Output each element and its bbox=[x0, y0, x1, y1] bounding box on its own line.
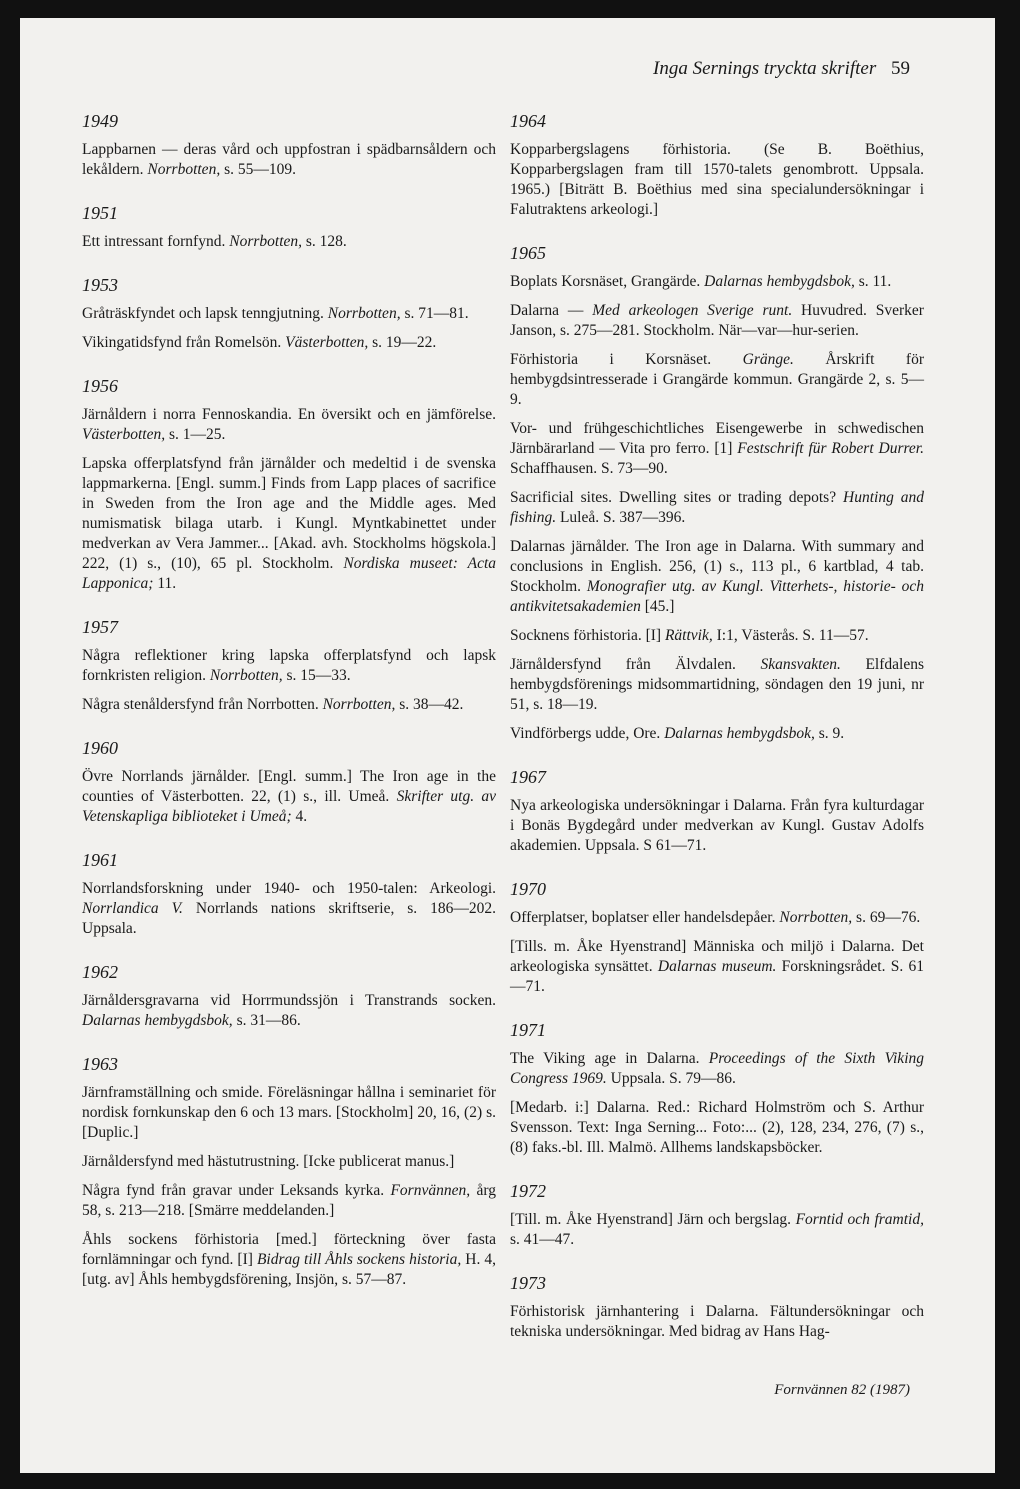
bibliography-entry: [Medarb. i:] Dalarna. Red.: Richard Holmström och S. Arthur Svensson. Text: Inga Serning... Foto:... (2), 128, 234, 276, (7) s., (8) faks.-bl. Ill. Malmö. Allhems landskapsböcker. bbox=[510, 1099, 924, 1156]
bibliography-entry: Vikingatidsfynd från Romelsön. Västerbotten, s. 19—22. bbox=[82, 334, 437, 351]
year-section bbox=[82, 1053, 496, 1290]
year-section bbox=[82, 274, 496, 353]
footer-citation: Fornvännen 82 (1987) bbox=[774, 1382, 910, 1398]
year-section bbox=[82, 961, 496, 1031]
bibliography-entry: Lappbarnen — deras vård och uppfostran i spädbarnsåldern och lekåldern. Norrbotten, s. 55—109. bbox=[82, 141, 496, 178]
year-heading: 1957 bbox=[82, 617, 118, 637]
year-heading: 1970 bbox=[510, 879, 546, 899]
year-heading: 1967 bbox=[510, 767, 546, 787]
bibliography-entry: Några stenåldersfynd från Norrbotten. Norrbotten, s. 38—42. bbox=[82, 696, 464, 713]
year-section bbox=[510, 766, 924, 856]
bibliography-entry: Boplats Korsnäset, Grangärde. Dalarnas hembygdsbok, s. 11. bbox=[510, 273, 892, 290]
year-heading: 1961 bbox=[82, 850, 118, 870]
bibliography-entry: Socknens förhistoria. [I] Rättvik, I:1, Västerås. S. 11—57. bbox=[510, 627, 869, 644]
bibliography-entry: [Tills. m. Åke Hyenstrand] Människa och miljö i Dalarna. Det arkeologiska synsättet. Dalarnas museum. Forskningsrådet. S. 61—71. bbox=[510, 938, 924, 995]
bibliography-entry: Några reflektioner kring lapska offerplatsfynd och lapsk fornkristen religion. Norrbotten, s. 15—33. bbox=[82, 647, 496, 684]
bibliography-entry: Förhistoria i Korsnäset. Gränge. Årskrift för hembygdsintresserade i Grangärde kommun. Grangärde 2, s. 5—9. bbox=[510, 351, 924, 408]
year-heading: 1971 bbox=[510, 1020, 546, 1040]
year-heading: 1963 bbox=[82, 1054, 118, 1074]
year-heading: 1973 bbox=[510, 1273, 546, 1293]
bibliography-entry: Järnåldersfynd från Älvdalen. Skansvakten. Elfdalens hembygdsförenings midsommartidning, söndagen den 19 juni, nr 51, s. 18—19. bbox=[510, 656, 924, 713]
year-heading: 1949 bbox=[82, 111, 118, 131]
bibliography-entry: Gråträskfyndet och lapsk tenngjutning. Norrbotten, s. 71—81. bbox=[82, 305, 469, 322]
year-heading: 1972 bbox=[510, 1181, 546, 1201]
year-heading: 1964 bbox=[510, 111, 546, 131]
year-section bbox=[510, 1272, 924, 1342]
page-number: 59 bbox=[891, 58, 910, 79]
year-heading: 1951 bbox=[82, 203, 118, 223]
year-section bbox=[82, 849, 496, 939]
year-section bbox=[82, 737, 496, 827]
bibliography-entry: Lapska offerplatsfynd från järnålder och medeltid i de svenska lappmarkerna. [Engl. summ.] Finds from Lapp places of sacrifice in Sweden from the Iron age and the Middle ages. Med numismatisk bilaga utarb. i Kungl. Myntkabinettet under medverkan av Vera Jammer... [Akad. avh. Stockholms högskola.] 222, (1) s., (10), 65 pl. Stockholm. Nordiska museet: Acta Lapponica; 11. bbox=[82, 455, 497, 592]
year-section bbox=[82, 110, 496, 180]
year-heading: 1965 bbox=[510, 243, 546, 263]
year-section bbox=[510, 1019, 924, 1158]
bibliography-entry: Järnåldern i norra Fennoskandia. En översikt och en jämförelse. Västerbotten, s. 1—25. bbox=[82, 406, 496, 443]
year-section bbox=[82, 375, 496, 594]
bibliography-entry: Sacrificial sites. Dwelling sites or trading depots? Hunting and fishing. Luleå. S. 387—396. bbox=[510, 489, 924, 526]
bibliography-entry: Järnåldersfynd med hästutrustning. [Icke publicerat manus.] bbox=[82, 1153, 455, 1170]
bibliography-entry: Några fynd från gravar under Leksands kyrka. Fornvännen, årg 58, s. 213—218. [Smärre meddelanden.] bbox=[82, 1182, 496, 1219]
bibliography-entry: Dalarnas järnålder. The Iron age in Dalarna. With summary and conclusions in English. 256, (1) s., 113 pl., 6 kartblad, 4 tab. Stockholm. Monografier utg. av Kungl. Vitterhets-, historie- och antikvitetsakademien [45.] bbox=[510, 538, 925, 615]
bibliography-entry: Vindförbergs udde, Ore. Dalarnas hembygdsbok, s. 9. bbox=[510, 725, 845, 742]
bibliography-entry: Kopparbergslagens förhistoria. (Se B. Boëthius, Kopparbergslagen fram till 1570-talets genombrott. Uppsala. 1965.) [Biträtt B. Boëthius med sina specialundersökningar i Falutraktens arkeologi.] bbox=[510, 141, 924, 218]
bibliography-entry: Järnåldersgravarna vid Horrmundssjön i Transtrands socken. Dalarnas hembygdsbok, s. 31—86. bbox=[82, 992, 496, 1029]
year-section bbox=[510, 878, 924, 997]
document-page bbox=[20, 18, 995, 1473]
year-heading: 1962 bbox=[82, 962, 118, 982]
bibliography-entry: Övre Norrlands järnålder. [Engl. summ.] The Iron age in the counties of Västerbotten. 22, (1) s., ill. Umeå. Skrifter utg. av Vetenskapliga biblioteket i Umeå; 4. bbox=[82, 768, 496, 825]
bibliography-entry: Dalarna — Med arkeologen Sverige runt. Huvudred. Sverker Janson, s. 275—281. Stockholm. När—var—hur-serien. bbox=[510, 302, 924, 339]
bibliography-entry: Ett intressant fornfynd. Norrbotten, s. 128. bbox=[82, 233, 347, 250]
year-heading: 1956 bbox=[82, 376, 118, 396]
year-section bbox=[82, 202, 496, 252]
bibliography-entry: Norrlandsforskning under 1940- och 1950-talen: Arkeologi. Norrlandica V. Norrlands nations skriftserie, s. 186—202. Uppsala. bbox=[82, 880, 496, 937]
bibliography-entry: Offerplatser, boplatser eller handelsdepåer. Norrbotten, s. 69—76. bbox=[510, 909, 921, 926]
bibliography-entry: The Viking age in Dalarna. Proceedings of the Sixth Viking Congress 1969. Uppsala. S. 79—86. bbox=[510, 1050, 924, 1087]
running-title: Inga Sernings tryckta skrifter bbox=[653, 58, 877, 79]
right-column bbox=[510, 110, 924, 1364]
bibliography-entry: Järnframställning och smide. Föreläsningar hållna i seminariet för nordisk fornkunskap den 6 och 13 mars. [Stockholm] 20, 16, (2) s. [Duplic.] bbox=[82, 1084, 496, 1141]
year-heading: 1960 bbox=[82, 738, 118, 758]
bibliography-entry: Åhls sockens förhistoria [med.] förteckning över fasta fornlämningar och fynd. [I] Bidrag till Åhls sockens historia, H. 4, [utg. av] Åhls hembygdsförening, Insjön, s. 57—87. bbox=[82, 1231, 496, 1288]
year-section bbox=[510, 1180, 924, 1250]
bibliography-entry: Förhistorisk järnhantering i Dalarna. Fältundersökningar och tekniska undersökningar. Med bidrag av Hans Hag- bbox=[510, 1303, 924, 1340]
bibliography-entry: Vor- und frühgeschichtliches Eisengewerbe in schwedischen Järnbärarland — Vita pro ferro. [1] Festschrift für Robert Durrer. Schaffhausen. S. 73—90. bbox=[510, 420, 924, 477]
running-header bbox=[653, 58, 910, 80]
year-heading: 1953 bbox=[82, 275, 118, 295]
bibliography-entry: [Till. m. Åke Hyenstrand] Järn och bergslag. Forntid och framtid, s. 41—47. bbox=[510, 1211, 924, 1248]
year-section bbox=[82, 616, 496, 715]
bibliography-entry: Nya arkeologiska undersökningar i Dalarna. Från fyra kulturdagar i Bonäs Bygdegård under medverkan av Kungl. Gustav Adolfs akademien. Uppsala. S 61—71. bbox=[510, 797, 924, 854]
year-section bbox=[510, 110, 924, 220]
left-column bbox=[82, 110, 496, 1312]
year-section bbox=[510, 242, 924, 744]
